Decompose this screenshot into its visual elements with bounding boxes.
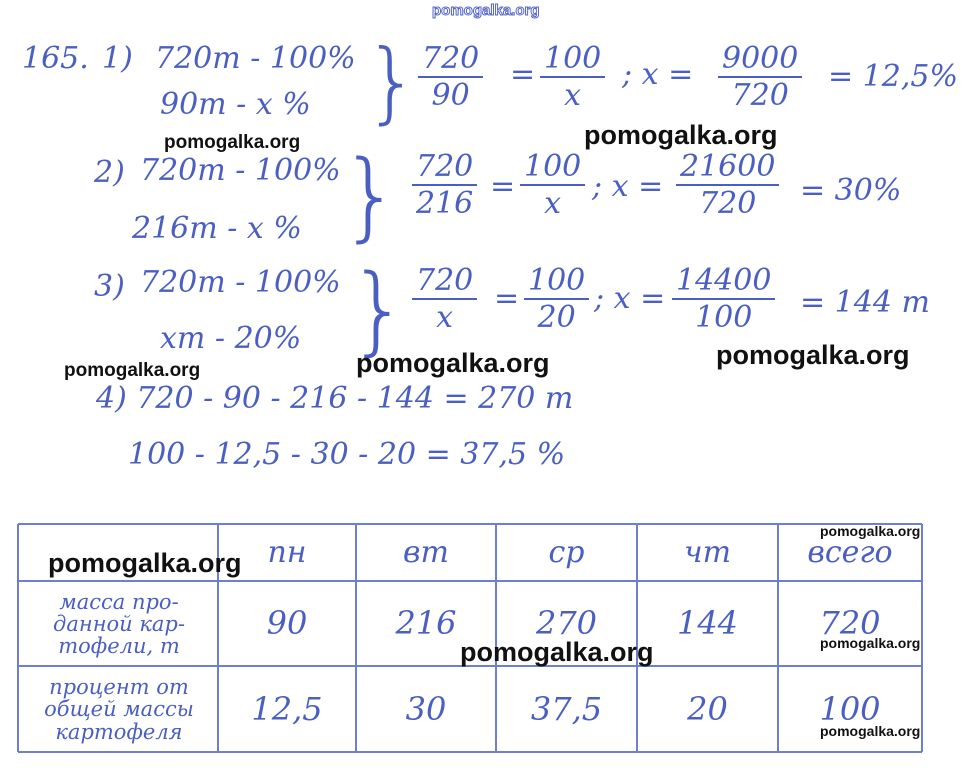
watermark: pomogalka.org bbox=[356, 348, 550, 378]
part1-brace: } bbox=[364, 30, 420, 133]
part2-frac1-den: 216 bbox=[416, 186, 474, 221]
part3-frac2-den: 20 bbox=[537, 300, 576, 335]
part2-line2: 216т - x % bbox=[132, 211, 302, 246]
part1-frac3-num: 9000 bbox=[718, 44, 802, 78]
part3-frac2-num: 100 bbox=[524, 266, 589, 300]
part1-frac1-num: 720 bbox=[418, 44, 483, 78]
table-header-total: всего bbox=[807, 535, 893, 571]
watermark: pomogalka.org bbox=[48, 548, 242, 578]
part3-line1: 720т - 100% bbox=[140, 265, 341, 300]
part1-frac3-den: 720 bbox=[731, 78, 789, 113]
table-header-vt: вт bbox=[403, 535, 449, 571]
table-header-pn: пн bbox=[267, 535, 307, 571]
part2-sep: ; x = bbox=[592, 169, 664, 204]
table-header-sr: ср bbox=[548, 535, 585, 571]
part4-line2: 100 - 12,5 - 30 - 20 = 37,5 % bbox=[128, 437, 566, 472]
table-row2-label: процент от общей массы картофеля bbox=[44, 675, 194, 744]
part2-result: = 30% bbox=[800, 173, 902, 208]
table-row1-cht: 144 bbox=[676, 604, 739, 643]
part3-index: 3) bbox=[94, 269, 125, 304]
table-row2-total: 100 bbox=[819, 689, 881, 728]
part1-line2: 90т - x % bbox=[160, 87, 311, 122]
part3-frac1-num: 720 bbox=[412, 266, 477, 300]
part3-frac3-den: 100 bbox=[695, 300, 753, 335]
watermark: pomogalka.org bbox=[164, 132, 301, 153]
part2-frac3-den: 720 bbox=[699, 186, 757, 221]
part1-sep: ; x = bbox=[622, 57, 694, 92]
part3-frac3-num: 14400 bbox=[672, 266, 775, 300]
table-header-cht: чт bbox=[683, 535, 732, 571]
table-row1-total: 720 bbox=[819, 604, 881, 643]
watermark: pomogalka.org bbox=[820, 723, 921, 739]
part2-frac2-den: x bbox=[544, 186, 562, 221]
watermark: pomogalka.org bbox=[820, 635, 921, 651]
table-row2-vt: 30 bbox=[405, 689, 447, 728]
part1-index: 1) bbox=[102, 41, 133, 76]
table-row1-label: масса про-данной кар-тофели, т bbox=[53, 589, 185, 659]
table-row1-sr: 270 bbox=[535, 604, 598, 643]
part1-frac2-den: x bbox=[564, 78, 582, 113]
part1-frac1-den: 90 bbox=[431, 78, 470, 113]
part2-frac1-num: 720 bbox=[412, 152, 477, 186]
watermark: pomogalka.org bbox=[64, 360, 201, 381]
part2-frac3-num: 21600 bbox=[676, 152, 779, 186]
part3-sep: ; x = bbox=[594, 281, 666, 316]
table-row2-sr: 37,5 bbox=[530, 689, 603, 728]
part1-eq: = bbox=[510, 57, 536, 92]
watermark: pomogalka.org bbox=[584, 120, 778, 150]
part1-line1: 720т - 100% bbox=[155, 41, 356, 76]
watermark: pomogalka.org bbox=[820, 523, 921, 539]
part2-index: 2) bbox=[94, 155, 125, 190]
problem-number: 165. bbox=[22, 41, 89, 76]
watermark: pomogalka.org bbox=[460, 637, 654, 667]
part2-brace: } bbox=[340, 140, 402, 252]
part1-frac2-num: 100 bbox=[540, 44, 605, 78]
part3-eq: = bbox=[494, 281, 520, 316]
part3-brace: } bbox=[348, 254, 410, 366]
table-row1-pn: 90 bbox=[266, 604, 308, 643]
part3-line2: xт - 20% bbox=[160, 321, 302, 356]
part2-line1: 720т - 100% bbox=[140, 153, 341, 188]
part3-result: = 144 т bbox=[800, 285, 930, 320]
part2-eq: = bbox=[490, 169, 516, 204]
site-header: pomogalka.org bbox=[432, 2, 540, 19]
part3-frac1-den: x bbox=[436, 300, 454, 335]
table-row2-pn: 12,5 bbox=[251, 689, 323, 728]
part2-frac2-num: 100 bbox=[520, 152, 585, 186]
table-row2-cht: 20 bbox=[687, 689, 728, 728]
watermark: pomogalka.org bbox=[716, 340, 910, 370]
part1-result: = 12,5% bbox=[828, 59, 958, 94]
table-row1-vt: 216 bbox=[395, 604, 457, 643]
part4-line1: 4) 720 - 90 - 216 - 144 = 270 т bbox=[96, 381, 574, 416]
